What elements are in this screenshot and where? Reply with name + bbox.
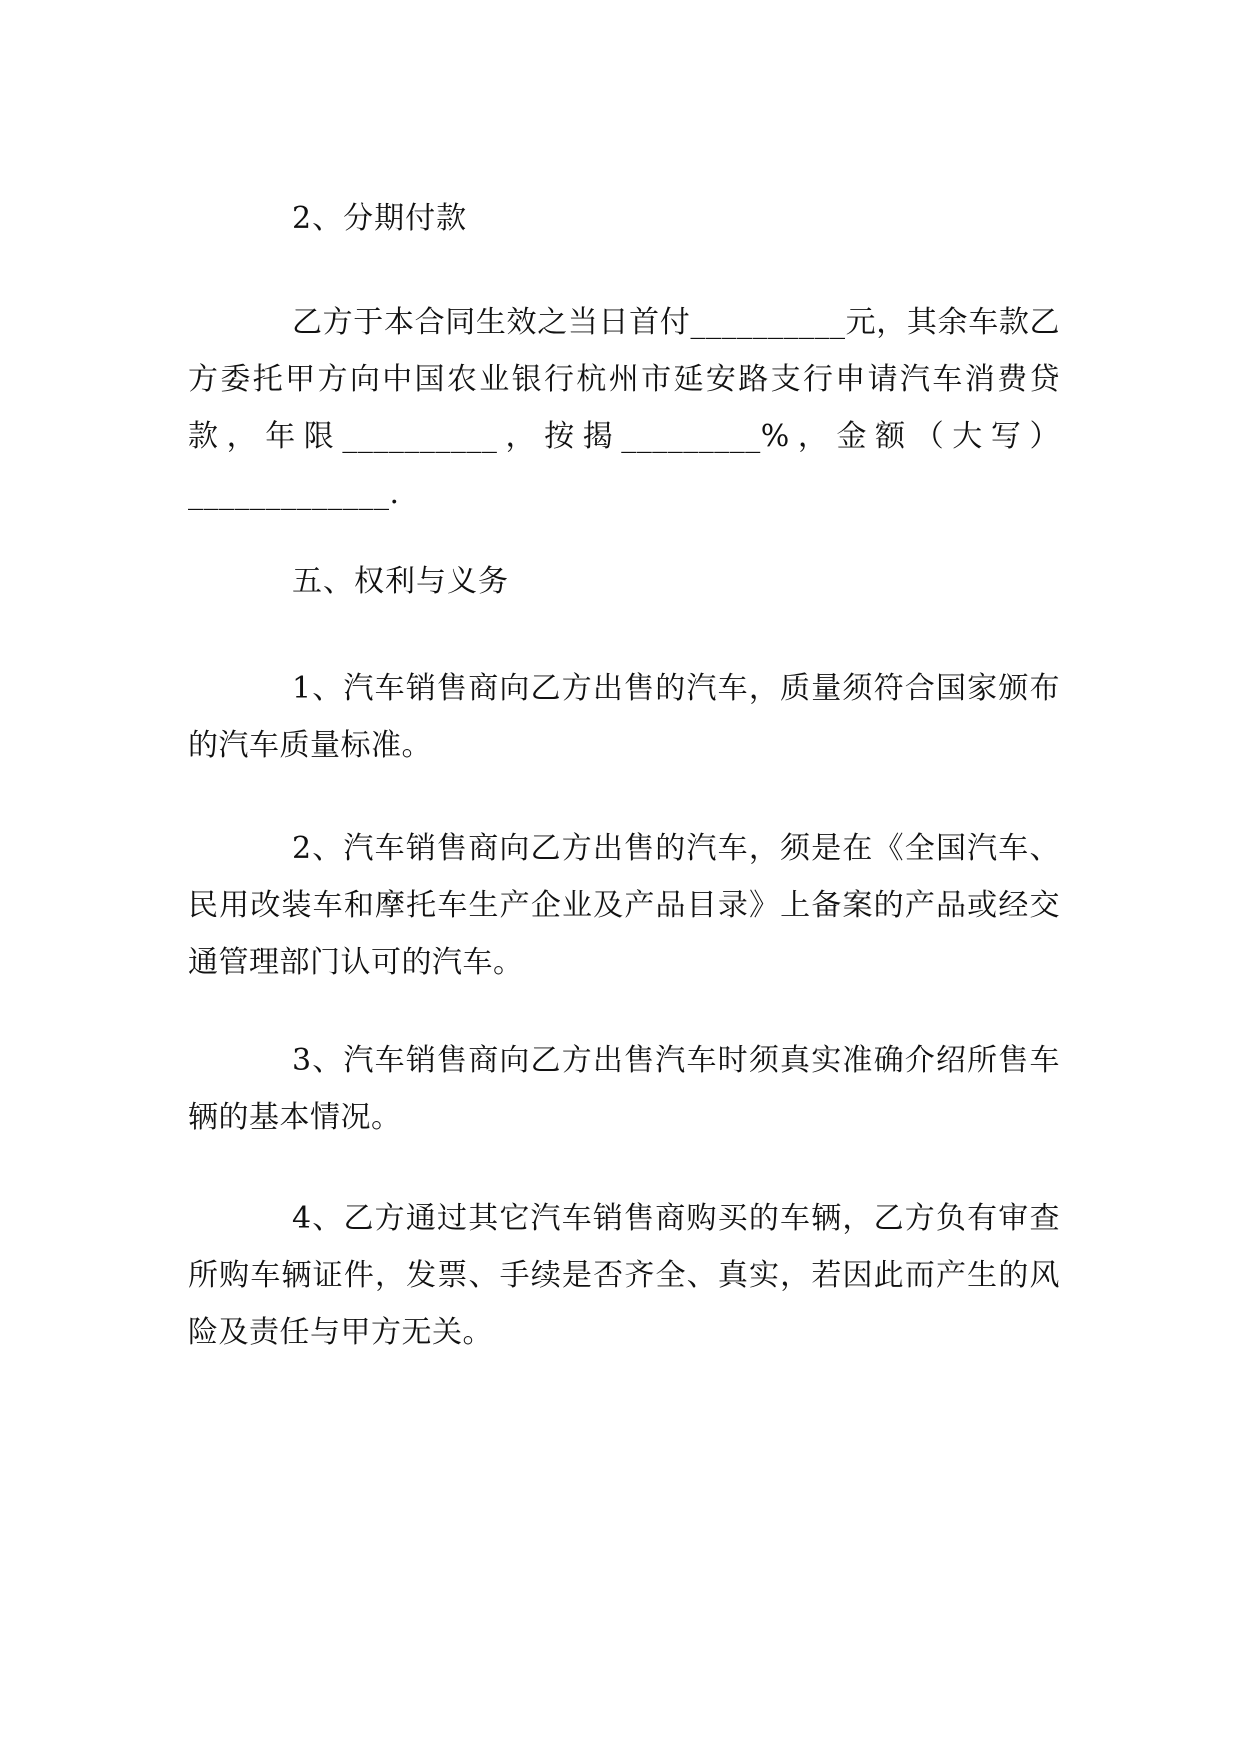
clause-2-catalog: 2、汽车销售商向乙方出售的汽车，须是在《全国汽车、民用改装车和摩托车生产企业及产品目录》上备案的产品或经交通管理部门认可的汽车。: [188, 831, 1060, 980]
clause-3-disclosure: 3、汽车销售商向乙方出售汽车时须真实准确介绍所售车辆的基本情况。: [188, 1043, 1060, 1135]
section-heading-installment: 2、分期付款: [292, 201, 468, 236]
paragraph-installment-terms: 乙方于本合同生效之当日首付__________元，其余车款乙方委托甲方向中国农业银行杭州市延安路支行申请汽车消费贷款，年限__________，按揭_________%，金额（大写）_____________.: [188, 305, 1060, 511]
clause-1-quality: 1、汽车销售商向乙方出售的汽车，质量须符合国家颁布的汽车质量标准。: [188, 671, 1060, 763]
clause-4-other-dealers: 4、乙方通过其它汽车销售商购买的车辆，乙方负有审查所购车辆证件，发票、手续是否齐全、真实，若因此而产生的风险及责任与甲方无关。: [188, 1201, 1060, 1350]
section-heading-rights-obligations: 五、权利与义务: [292, 564, 509, 599]
